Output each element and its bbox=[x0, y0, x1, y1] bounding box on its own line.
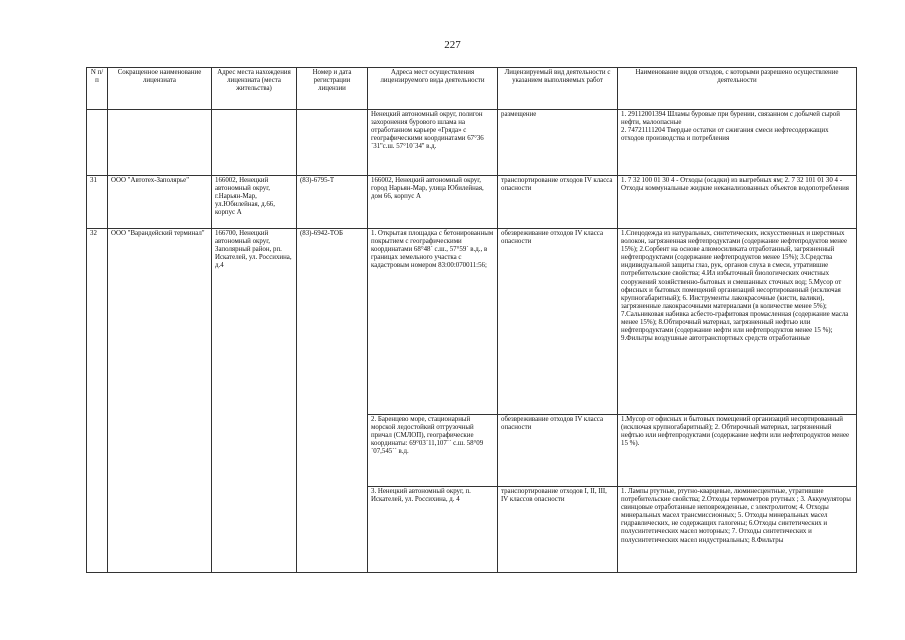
header-activity-locations: Адреса мест осуществления лицензируемого вида деятельности bbox=[368, 68, 498, 110]
cell-activity-location: Ненецкий автономный округ, полигон захоронения бурового шлама на отработанном карьере «Гряда» с географическими координатами 67°36´31''с.ш. 57°10´34'' в.д. bbox=[368, 110, 498, 176]
table-row bbox=[87, 110, 857, 176]
cell-activity-type: транспортирование отходов IV класса опасности bbox=[498, 176, 618, 229]
table-header-row bbox=[87, 68, 857, 110]
cell-activity-location: 166002, Ненецкий автономный округ, город Нарьян-Мар, улица Юбилейная, дом 66, корпус А bbox=[368, 176, 498, 229]
header-license-number: Номер и дата регистрации лицензии bbox=[297, 68, 368, 110]
cell-license-number: (83)-6795-Т bbox=[297, 176, 368, 229]
cell-licensee-name: ООО "Варандейский терминал" bbox=[108, 229, 212, 573]
header-licensee-name: Сокращенное наименование лицензиата bbox=[108, 68, 212, 110]
cell-licensee-name bbox=[108, 110, 212, 176]
cell-activity-location: 2. Баренцево море, стационарный морской ледостойкий отгрузочный причал (СМЛОП), географические координаты: 69°03´11,107´´ с.ш. 58°09´07,545´´ в.д. bbox=[368, 415, 498, 487]
cell-waste-types: 1.Спецодежда из натуральных, синтетических, искусственных и шерстяных волокон, загрязненная нефтепродуктами (содержание нефтепродуктов менее 15%); 2.Сорбент на основе алюмосиликата отработанный, загрязненный нефтепродуктами (содержание нефтепродуктов менее 15%); 3.Средства индивидуальной защиты глаз, рук, органов слуха в смеси, утратившие потребительские свойства; 4.Ил избыточный биологических очистных сооружений хозяйственно-бытовых и смешанных сточных вод; 5.Мусор от офисных и бытовых помещений организаций несортированный (исключая крупногабаритный); 6. Инструменты лакокрасочные (кисти, валики), загрязненные лакокрасочными материалами (в количестве менее 5%); 7.Сальниковая набивка асбесто-графитовая промасленная (содержание масла менее 15%); 8.Обтирочный материал, загрязненный нефтью или нефтепродуктами (содержание нефти или нефтепродуктов менее 15 %); 9.Фильтры воздушные автотранспортных средств отработанные bbox=[618, 229, 857, 415]
cell-licensee-address: 166002, Ненецкий автономный округ, г.Нарьян-Мар, ул.Юбилейная, д.66, корпус А bbox=[212, 176, 297, 229]
header-number: N п/п bbox=[87, 68, 108, 110]
cell-licensee-address bbox=[212, 110, 297, 176]
cell-activity-location: 3. Ненецкий автономный округ, п. Искателей, ул. Россихина, д. 4 bbox=[368, 487, 498, 573]
cell-number bbox=[87, 110, 108, 176]
cell-number: 31 bbox=[87, 176, 108, 229]
cell-licensee-address: 166700, Ненецкий автономный округ, Заполярный район, рп. Искателей, ул. Россихина, д.4 bbox=[212, 229, 297, 573]
cell-waste-types: 1. 29112001394 Шламы буровые при бурении, связанном с добычей сырой нефти, малоопасные 2. 74721111204 Твердые остатки от сжигания смеси нефтесодержащих отходов производства и потребления bbox=[618, 110, 857, 176]
table-row bbox=[87, 176, 857, 229]
cell-waste-types: 1. 7 32 100 01 30 4 - Отходы (осадки) из выгребных ям; 2. 7 32 101 01 30 4 - Отходы коммунальные жидкие неканализованных объектов водопотребления bbox=[618, 176, 857, 229]
header-activity-type: Лицензируемый вид деятельности с указанием выполняемых работ bbox=[498, 68, 618, 110]
cell-license-number: (83)-6942-ТОБ bbox=[297, 229, 368, 573]
cell-waste-types: 1.Мусор от офисных и бытовых помещений организаций несортированный (исключая крупногабаритный); 2. Обтирочный материал, загрязненный нефтью или нефтепродуктами (содержание нефти или нефтепродуктов менее 15 %). bbox=[618, 415, 857, 487]
cell-activity-location: 1. Открытая площадка с бетонированным покрытием с географическими координатами 68°48´ с.ш., 57°59´ в.д., в границах земельного участка с кадастровым номером 83:00:070011:56; bbox=[368, 229, 498, 415]
table-row bbox=[87, 229, 857, 415]
header-licensee-address: Адрес места нахождения лицензиата (места жительства) bbox=[212, 68, 297, 110]
cell-activity-type: обезвреживание отходов IV класса опасности bbox=[498, 229, 618, 415]
cell-waste-types: 1. Лампы ртутные, ртутно-кварцевые, люминесцентные, утратившие потребительские свойства; 2.Отходы термометров ртутных ; 3. Аккумуляторы свинцовые отработанные неповрежденные, с электролитом; 4. Отходы минеральных масел трансмиссионных; 5. Отходы минеральных масел гидравлических, не содержащих галогены; 6.Отходы синтетических и полусинтетических масел моторных; 7. Отходы синтетических и полусинтетических масел индустриальных; 8.Фильтры bbox=[618, 487, 857, 573]
cell-activity-type: обезвреживание отходов IV класса опасности bbox=[498, 415, 618, 487]
cell-number: 32 bbox=[87, 229, 108, 573]
cell-activity-type: размещение bbox=[498, 110, 618, 176]
cell-activity-type: транспортирование отходов I, II, III, IV классов опасности bbox=[498, 487, 618, 573]
license-table bbox=[86, 67, 857, 573]
page-number: 227 bbox=[444, 39, 461, 51]
cell-license-number bbox=[297, 110, 368, 176]
header-waste-types: Наименование видов отходов, с которыми разрешено осуществление деятельности bbox=[618, 68, 857, 110]
cell-licensee-name: ООО "Автотех-Заполярье" bbox=[108, 176, 212, 229]
